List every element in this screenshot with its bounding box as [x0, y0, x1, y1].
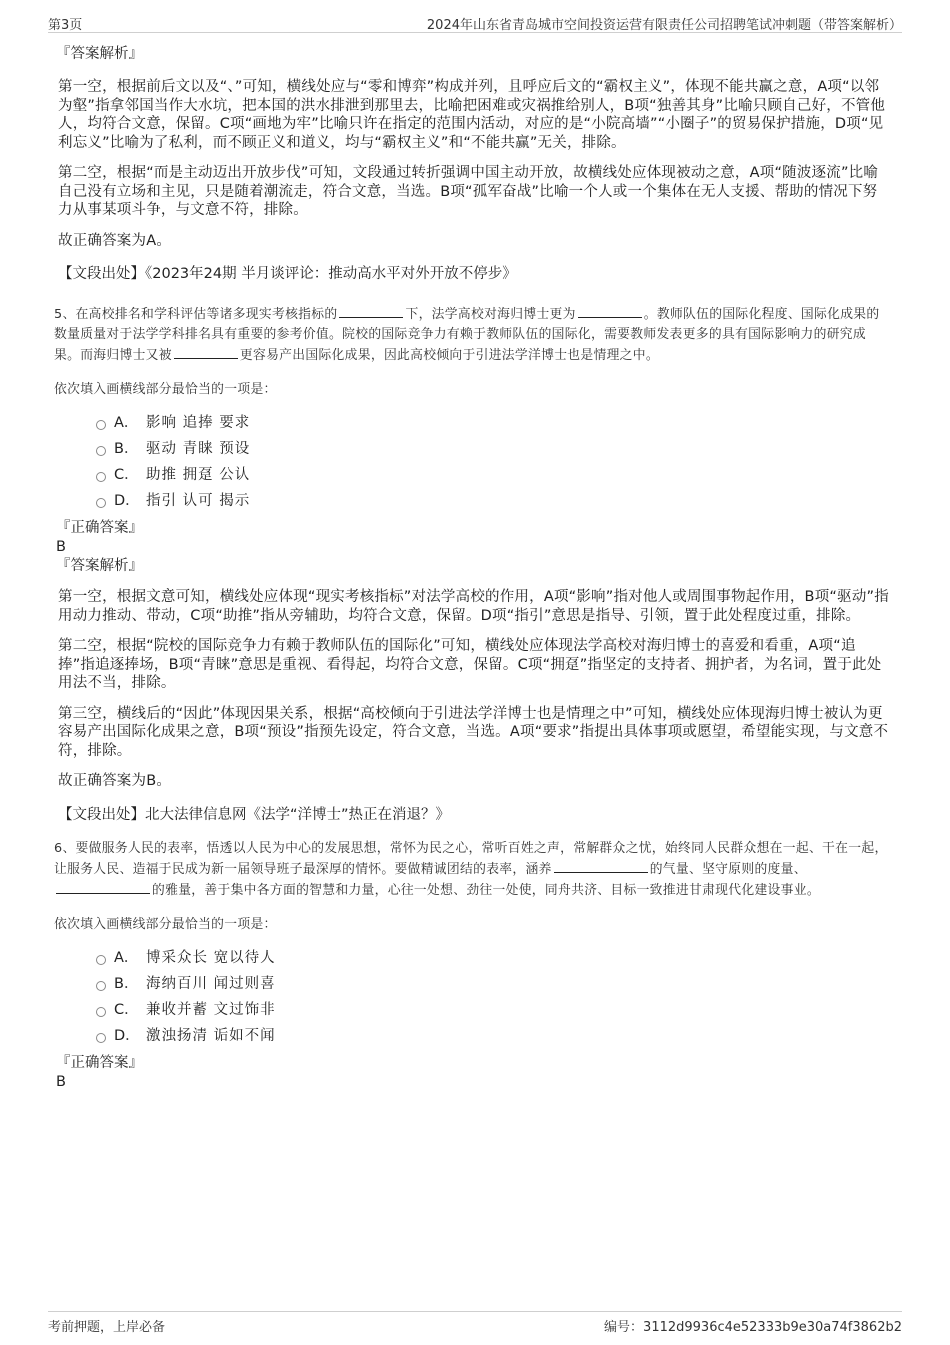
option-letter: A．: [114, 415, 139, 431]
option-letter: C．: [114, 1001, 139, 1018]
q4-analysis-para-2: 第二空，根据“而是主动迈出开放步伐”可知，文段通过转折强调中国主动开放，故横线处应体现被动之意，A项“随波逐流”比喻自己没有立场和主见，只是随着潮流走，符合文意，当选。B项“孤军奋战”比喻一个人或一个集体在无人支援、帮助的情况下努力从事某项斗争，与文意不符，排除。: [58, 165, 879, 218]
q5-option-c[interactable]: [96, 462, 892, 488]
q6-answer-label: 『正确答案』: [56, 1054, 143, 1071]
option-text: 博采众长 宽以待人: [146, 949, 276, 966]
document-id: 编号：3112d9936c4e52333b9e30a74f3862b2: [604, 1320, 902, 1335]
q5-blank-3: [174, 345, 238, 359]
q5-source: 【文段出处】北大法律信息网《法学“洋博士”热正在消退？》: [58, 806, 451, 823]
q6-option-a[interactable]: [96, 945, 892, 971]
q5-option-b[interactable]: [96, 436, 892, 462]
q6-options: [96, 945, 892, 1049]
q4-conclusion: 故正确答案为A。: [58, 232, 172, 249]
option-letter: D．: [114, 493, 140, 509]
q4-source: 【文段出处】《2023年24期 半月谈评论：推动高水平对外开放不停步》: [58, 266, 517, 282]
radio-icon[interactable]: [96, 498, 106, 508]
page-footer: [48, 1311, 902, 1334]
q6-prompt: 依次填入画横线部分最恰当的一项是：: [54, 916, 277, 932]
radio-icon[interactable]: [96, 1033, 106, 1043]
option-text: 助推 拥趸 公认: [146, 467, 251, 483]
q6-option-c[interactable]: [96, 997, 892, 1023]
radio-icon[interactable]: [96, 955, 106, 965]
q5-analysis-para-2: 第二空，根据“院校的国际竞争力有赖于教师队伍的国际化”可知，横线处应体现法学高校对海归博士的喜爱和看重，A项“追捧”指追逐捧场，B项“青睐”意思是重视、看得起，均符合文意，保留。C项“拥趸”指坚定的支持者、拥护者，为名词，置于此处用法不当，排除。: [58, 638, 882, 691]
option-text: 影响 追捧 要求: [146, 415, 251, 431]
q5-answer: B: [56, 539, 66, 555]
option-text: 兼收并蓄 文过饰非: [146, 1001, 276, 1018]
q5-stem-part-4: 更容易产出国际化成果，因此高校倾向于引进法学洋博士也是情理之中。: [239, 348, 659, 363]
q5-stem-part-3: 。教师队伍的国际化程度、国际化成果的数量质量对于法学学科排名具有重要的参考价值。院校的国际竞争力有赖于教师队伍的国际化，需要教师发表更多的具有国际影响力的研究成果。而海归博士又被: [54, 307, 880, 363]
q6-stem: [54, 839, 892, 901]
q6-stem-part-1: 6、要做服务人民的表率，悟透以人民为中心的发展思想，常怀为民之心，常听百姓之声，常解群众之忧，始终同人民群众想在一起、干在一起，让服务人民、造福于民成为新一届领导班子最深厚的情怀。要做精诚团结的表率，涵养: [54, 840, 888, 877]
option-text: 激浊扬清 诟如不闻: [146, 1027, 276, 1044]
page-header: [48, 12, 902, 33]
option-text: 驱动 青睐 预设: [146, 441, 251, 457]
q6-blank-1: [554, 859, 648, 873]
q6-blank-2: [56, 880, 150, 894]
radio-icon[interactable]: [96, 981, 106, 991]
radio-icon[interactable]: [96, 420, 106, 430]
option-letter: B．: [114, 441, 139, 457]
radio-icon[interactable]: [96, 446, 106, 456]
q5-stem-part-2: 下，法学高校对海归博士更为: [405, 307, 576, 322]
q5-analysis-label: 『答案解析』: [56, 558, 143, 574]
page-content: [54, 44, 892, 1091]
q5-stem: [54, 304, 892, 366]
option-letter: A．: [114, 949, 139, 966]
document-title: 2024年山东省青岛城市空间投资运营有限责任公司招聘笔试冲刺题（带答案解析）: [426, 18, 902, 33]
q5-answer-label: 『正确答案』: [56, 520, 143, 536]
q4-analysis-label: 『答案解析』: [56, 46, 143, 62]
q4-analysis-para-1: 第一空，根据前后文以及“、”可知，横线处应与“零和博弈”构成并列，且呼应后文的“霸权主义”，体现不能共赢之意，A项“以邻为壑”指拿邻国当作大水坑，把本国的洪水排泄到那里去，比喻把困难或灾祸推给别人，B项“独善其身”比喻只顾自己好，不管他人，均符合文意，保留。C项“画地为牢”比喻只许在指定的范围内活动，对应的是“小院高墙”“小圈子”的贸易保护措施，D项“见利忘义”比喻为了私利，而不顾正义和道义，均与“霸权主义”和“不能共赢”无关，排除。: [58, 79, 886, 151]
q5-prompt: 依次填入画横线部分最恰当的一项是：: [54, 382, 277, 397]
q5-stem-part-1: 5、在高校排名和学科评估等诸多现实考核指标的: [54, 307, 338, 322]
q6-answer: B: [56, 1073, 66, 1090]
option-letter: D．: [114, 1027, 140, 1044]
q5-analysis-para-1: 第一空，根据文意可知，横线处应体现“现实考核指标”对法学高校的作用，A项“影响”指对他人或周围事物起作用，B项“驱动”指用动力推动、带动，C项“助推”指从旁辅助，均符合文意，保留。D项“指引”意思是指导、引领，置于此处程度过重，排除。: [58, 589, 889, 624]
q6-option-b[interactable]: [96, 971, 892, 997]
q5-conclusion: 故正确答案为B。: [58, 773, 172, 789]
q5-options: [96, 410, 892, 514]
q5-option-a[interactable]: [96, 410, 892, 436]
page-number: 第3页: [48, 18, 83, 33]
option-text: 指引 认可 揭示: [146, 493, 251, 509]
q6-stem-part-2: 的气量、坚守原则的度量、: [649, 861, 807, 877]
q5-blank-1: [339, 304, 403, 318]
radio-icon[interactable]: [96, 472, 106, 482]
option-letter: C．: [114, 467, 139, 483]
q6-option-d[interactable]: [96, 1023, 892, 1049]
q5-analysis-para-3: 第三空，横线后的“因此”体现因果关系，根据“高校倾向于引进法学洋博士也是情理之中”可知，横线处应体现海归博士被认为更容易产出国际化成果之意，B项“预设”指预先设定，符合文意，当选。A项“要求”指提出具体事项或愿望，希望能实现，与文意不符，排除。: [58, 705, 889, 759]
option-letter: B．: [114, 975, 139, 992]
option-text: 海纳百川 闻过则喜: [146, 975, 276, 992]
q5-blank-2: [578, 304, 642, 318]
footer-slogan: 考前押题，上岸必备: [48, 1320, 166, 1335]
q6-stem-part-3: 的雅量，善于集中各方面的智慧和力量，心往一处想、劲往一处使，同舟共济、目标一致推进甘肃现代化建设事业。: [152, 882, 820, 898]
radio-icon[interactable]: [96, 1007, 106, 1017]
q5-option-d[interactable]: [96, 488, 892, 514]
